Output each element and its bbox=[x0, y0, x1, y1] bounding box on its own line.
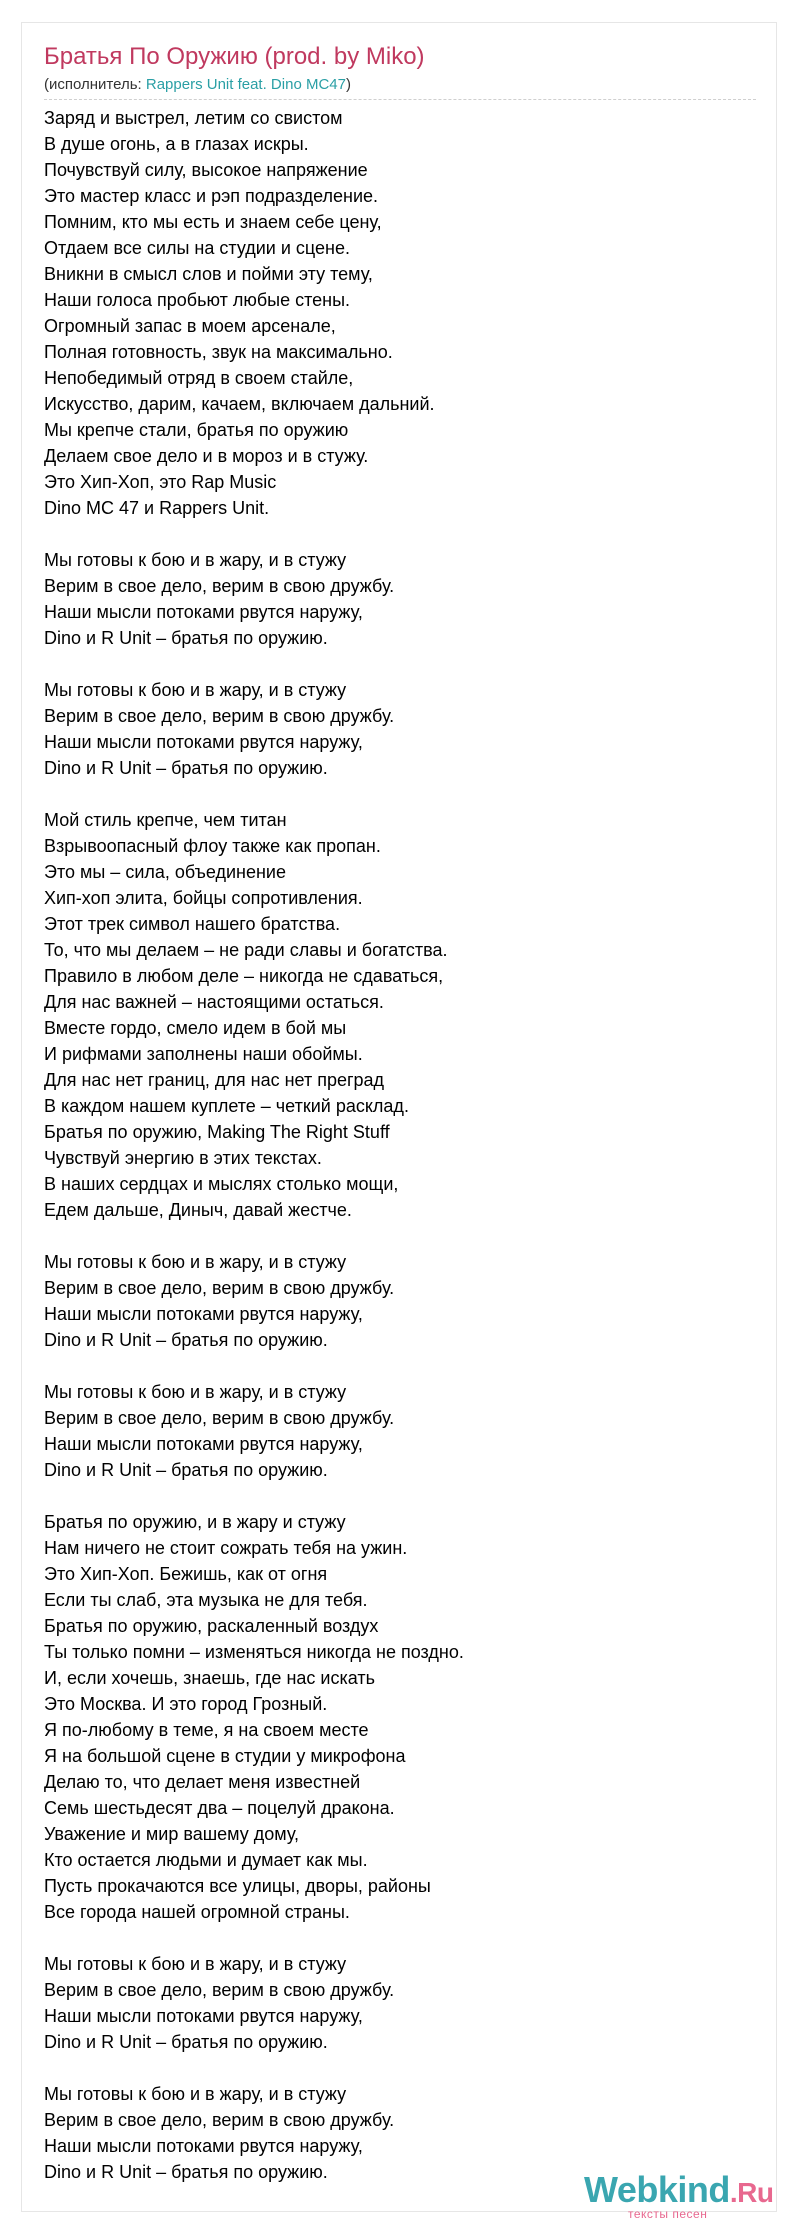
lyric-line: Я на большой сцене в студии у микрофона bbox=[44, 1746, 406, 1766]
lyric-line: Все города нашей огромной страны. bbox=[44, 1902, 350, 1922]
logo-subtitle: тексты песен bbox=[628, 2207, 708, 2221]
song-title: Братья По Оружию (prod. by Miko) bbox=[44, 43, 425, 70]
lyric-line: Ты только помни – изменяться никогда не поздно. bbox=[44, 1642, 464, 1662]
lyric-line: Мы крепче стали, братья по оружию bbox=[44, 420, 349, 440]
logo-wordmark bbox=[584, 2169, 773, 2211]
lyric-line: В душе огонь, а в глазах искры. bbox=[44, 134, 309, 154]
lyric-line: Непобедимый отряд в своем стайле, bbox=[44, 368, 354, 388]
credits-suffix: ) bbox=[345, 76, 351, 93]
lyric-line: Мы готовы к бою и в жару, и в стужу bbox=[44, 680, 347, 700]
lyric-line: Dino и R Unit – братья по оружию. bbox=[44, 758, 328, 778]
lyric-line: Взрывоопасный флоу также как пропан. bbox=[44, 836, 381, 856]
lyric-line: Мой стиль крепче, чем титан bbox=[44, 810, 287, 830]
lyric-line: Мы готовы к бою и в жару, и в стужу bbox=[44, 1252, 347, 1272]
lyric-line: Если ты слаб, эта музыка не для тебя. bbox=[44, 1590, 368, 1610]
lyric-line: Мы готовы к бою и в жару, и в стужу bbox=[44, 2084, 347, 2104]
lyric-line: Dino и R Unit – братья по оружию. bbox=[44, 2162, 328, 2182]
lyric-line: Заряд и выстрел, летим со свистом bbox=[44, 108, 343, 128]
lyrics-stanza bbox=[44, 1249, 744, 1353]
lyric-line: Наши мысли потоками рвутся наружу, bbox=[44, 2136, 363, 2156]
lyric-line: Уважение и мир вашему дому, bbox=[44, 1824, 300, 1844]
lyric-line: Наши мысли потоками рвутся наружу, bbox=[44, 2006, 363, 2026]
lyric-line: Это мастер класс и рэп подразделение. bbox=[44, 186, 379, 206]
credits-prefix: (исполнитель: bbox=[44, 76, 146, 93]
lyric-line: И рифмами заполнены наши обоймы. bbox=[44, 1044, 363, 1064]
lyric-line: Почувствуй силу, высокое напряжение bbox=[44, 160, 368, 180]
lyrics-stanza bbox=[44, 1951, 744, 2055]
lyric-line: В наших сердцах и мыслях столько мощи, bbox=[44, 1174, 399, 1194]
lyric-line: То, что мы делаем – не ради славы и богатства. bbox=[44, 940, 448, 960]
lyric-line: Наши мысли потоками рвутся наружу, bbox=[44, 732, 363, 752]
lyric-line: Для нас нет границ, для нас нет преград bbox=[44, 1070, 385, 1090]
lyric-line: Это мы – сила, объединение bbox=[44, 862, 286, 882]
header-divider bbox=[44, 99, 756, 100]
lyric-line: Вместе гордо, смело идем в бой мы bbox=[44, 1018, 347, 1038]
lyric-line: Кто остается людьми и думает как мы. bbox=[44, 1850, 368, 1870]
lyric-line: Я по-любому в теме, я на своем месте bbox=[44, 1720, 369, 1740]
lyric-line: Наши мысли потоками рвутся наружу, bbox=[44, 1434, 363, 1454]
webkind-logo[interactable] bbox=[584, 2169, 784, 2229]
lyric-line: Это Хип-Хоп, это Rap Music bbox=[44, 472, 277, 492]
lyric-line: Вникни в смысл слов и пойми эту тему, bbox=[44, 264, 373, 284]
lyrics-page bbox=[21, 22, 777, 2221]
lyric-line: Dino и R Unit – братья по оружию. bbox=[44, 2032, 328, 2052]
lyric-line: Верим в свое дело, верим в свою дружбу. bbox=[44, 1278, 395, 1298]
lyric-line: Верим в свое дело, верим в свою дружбу. bbox=[44, 1980, 395, 2000]
lyrics-stanza bbox=[44, 1379, 744, 1483]
lyrics-stanza bbox=[44, 677, 744, 781]
lyrics-body bbox=[44, 105, 744, 2211]
lyric-line: Хип-хоп элита, бойцы сопротивления. bbox=[44, 888, 363, 908]
lyric-line: Братья по оружию, и в жару и стужу bbox=[44, 1512, 346, 1532]
lyric-line: Наши мысли потоками рвутся наружу, bbox=[44, 1304, 363, 1324]
lyric-line: В каждом нашем куплете – четкий расклад. bbox=[44, 1096, 409, 1116]
lyric-line: Делаю то, что делает меня известней bbox=[44, 1772, 361, 1792]
lyric-line: Делаем свое дело и в мороз и в стужу. bbox=[44, 446, 369, 466]
credits-line bbox=[44, 76, 351, 93]
artist-link[interactable]: Rappers Unit feat. Dino MC47 bbox=[145, 76, 346, 93]
lyric-line: Верим в свое дело, верим в свою дружбу. bbox=[44, 2110, 395, 2130]
lyric-line: Верим в свое дело, верим в свою дружбу. bbox=[44, 706, 395, 726]
lyric-line: Полная готовность, звук на максимально. bbox=[44, 342, 393, 362]
lyric-line: Пусть прокачаются все улицы, дворы, районы bbox=[44, 1876, 431, 1896]
logo-tld: .Ru bbox=[729, 2177, 774, 2208]
lyric-line: Это Хип-Хоп. Бежишь, как от огня bbox=[44, 1564, 328, 1584]
lyrics-stanza bbox=[44, 1509, 744, 1925]
lyric-line: Dino и R Unit – братья по оружию. bbox=[44, 1460, 328, 1480]
lyric-line: Этот трек символ нашего братства. bbox=[44, 914, 341, 934]
lyric-line: Едем дальше, Диныч, давай жестче. bbox=[44, 1200, 352, 1220]
lyric-line: Мы готовы к бою и в жару, и в стужу bbox=[44, 550, 347, 570]
lyric-line: Семь шестьдесят два – поцелуй дракона. bbox=[44, 1798, 395, 1818]
lyrics-stanza bbox=[44, 807, 744, 1223]
lyric-line: Братья по оружию, Making The Right Stuff bbox=[44, 1122, 390, 1142]
lyric-line: Огромный запас в моем арсенале, bbox=[44, 316, 336, 336]
lyric-line: Искусство, дарим, качаем, включаем дальний. bbox=[44, 394, 435, 414]
lyric-line: Dino MC 47 и Rappers Unit. bbox=[44, 498, 270, 518]
lyric-line: Dino и R Unit – братья по оружию. bbox=[44, 1330, 328, 1350]
lyric-line: Наши мысли потоками рвутся наружу, bbox=[44, 602, 363, 622]
lyric-line: Наши голоса пробьют любые стены. bbox=[44, 290, 351, 310]
lyric-line: Верим в свое дело, верим в свою дружбу. bbox=[44, 1408, 395, 1428]
lyric-line: Чувствуй энергию в этих текстах. bbox=[44, 1148, 322, 1168]
lyric-line: Правило в любом деле – никогда не сдаваться, bbox=[44, 966, 444, 986]
lyric-line: Отдаем все силы на студии и сцене. bbox=[44, 238, 350, 258]
lyrics-stanza bbox=[44, 105, 744, 521]
lyric-line: Мы готовы к бою и в жару, и в стужу bbox=[44, 1954, 347, 1974]
lyric-line: Мы готовы к бою и в жару, и в стужу bbox=[44, 1382, 347, 1402]
lyric-line: Нам ничего не стоит сожрать тебя на ужин. bbox=[44, 1538, 408, 1558]
lyric-line: Помним, кто мы есть и знаем себе цену, bbox=[44, 212, 382, 232]
logo-name: Webkind bbox=[584, 2169, 730, 2210]
lyric-line: Dino и R Unit – братья по оружию. bbox=[44, 628, 328, 648]
lyric-line: Для нас важней – настоящими остаться. bbox=[44, 992, 384, 1012]
lyric-line: Это Москва. И это город Грозный. bbox=[44, 1694, 328, 1714]
lyric-line: И, если хочешь, знаешь, где нас искать bbox=[44, 1668, 375, 1688]
lyric-line: Братья по оружию, раскаленный воздух bbox=[44, 1616, 379, 1636]
lyric-line: Верим в свое дело, верим в свою дружбу. bbox=[44, 576, 395, 596]
lyrics-stanza bbox=[44, 547, 744, 651]
